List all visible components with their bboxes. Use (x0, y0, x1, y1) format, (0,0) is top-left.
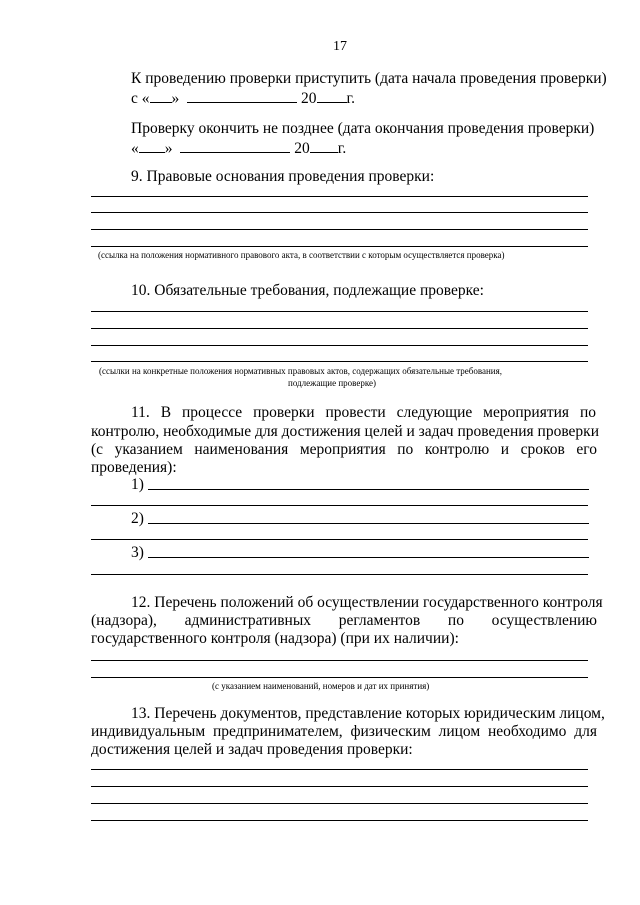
measure-item-1-line (148, 489, 589, 490)
end-year-prefix: 20 (294, 140, 310, 157)
section-11-line2: контролю, необходимые для достижения целей и задач проведения проверки (91, 423, 600, 440)
section-9-heading: 9. Правовые основания проведения проверки: (131, 168, 435, 185)
start-date-label: К проведению проверки приступить (дата начала проведения проверки) (131, 70, 607, 87)
section-13-line1: 13. Перечень документов, представление которых юридическим лицом, (131, 705, 605, 722)
section-10-caption-line2: подлежащие проверке) (288, 378, 376, 388)
section-10-caption-line1: (ссылки на конкретные положения нормативных правовых актов, содержащих обязательные требования, (99, 366, 503, 376)
page-number: 17 (333, 39, 347, 54)
section-12-line1: 12. Перечень положений об осуществлении государственного контроля (131, 594, 603, 611)
section-11-line1: 11. В процессе проверки провести следующие мероприятия по (131, 404, 596, 421)
fill-line (91, 769, 588, 770)
start-day-blank (150, 90, 172, 103)
end-date-label: Проверку окончить не позднее (дата окончания проведения проверки) (131, 120, 595, 137)
start-month-blank (187, 90, 297, 103)
end-year-blank (310, 140, 338, 153)
section-11-line4: проведения): (91, 459, 177, 476)
start-year-blank (317, 90, 347, 103)
fill-line (91, 229, 588, 230)
end-date-quote: » (164, 140, 173, 157)
fill-line (91, 505, 588, 506)
fill-line (91, 361, 588, 362)
fill-line (91, 328, 588, 329)
start-date-fields (131, 90, 355, 107)
section-13-line3: достижения целей и задач проведения проверки: (91, 741, 413, 758)
fill-line (91, 539, 588, 540)
section-12-line2: (надзора), административных регламентов по осуществлению (91, 612, 597, 629)
end-month-blank (180, 140, 290, 153)
fill-line (91, 574, 588, 575)
fill-line (91, 660, 588, 661)
section-13-line2: индивидуальным предпринимателем, физическим лицом необходимо для (91, 723, 597, 740)
end-year-suffix: г. (337, 140, 347, 157)
fill-line (91, 212, 588, 213)
end-date-prefix: « (131, 140, 139, 157)
fill-line (91, 345, 588, 346)
fill-line (91, 677, 588, 678)
fill-line (91, 246, 588, 247)
measure-item-2-line (148, 523, 589, 524)
start-date-quote: » (171, 90, 180, 107)
measure-item-1-number: 1) (131, 476, 144, 493)
measure-item-3-line (148, 557, 589, 558)
section-9-caption: (ссылка на положения нормативного правового акта, в соответствии с которым осуществляется проверка) (98, 250, 505, 260)
fill-line (91, 820, 588, 821)
start-year-suffix: г. (346, 90, 355, 107)
fill-line (91, 786, 588, 787)
fill-line (91, 311, 588, 312)
end-date-fields (131, 140, 346, 157)
section-12-caption: (с указанием наименований, номеров и дат их принятия) (212, 681, 430, 691)
fill-line (91, 196, 588, 197)
measure-item-3-number: 3) (131, 544, 144, 561)
fill-line (91, 803, 588, 804)
start-year-prefix: 20 (301, 90, 317, 107)
end-day-blank (139, 140, 165, 153)
measure-item-2-number: 2) (131, 510, 144, 527)
start-date-prefix: с « (131, 90, 150, 107)
section-11-line3: (с указанием наименования мероприятия по контролю и сроков его (91, 441, 597, 458)
section-12-line3: государственного контроля (надзора) (при их наличии): (91, 630, 459, 647)
section-10-heading: 10. Обязательные требования, подлежащие проверке: (131, 282, 484, 299)
